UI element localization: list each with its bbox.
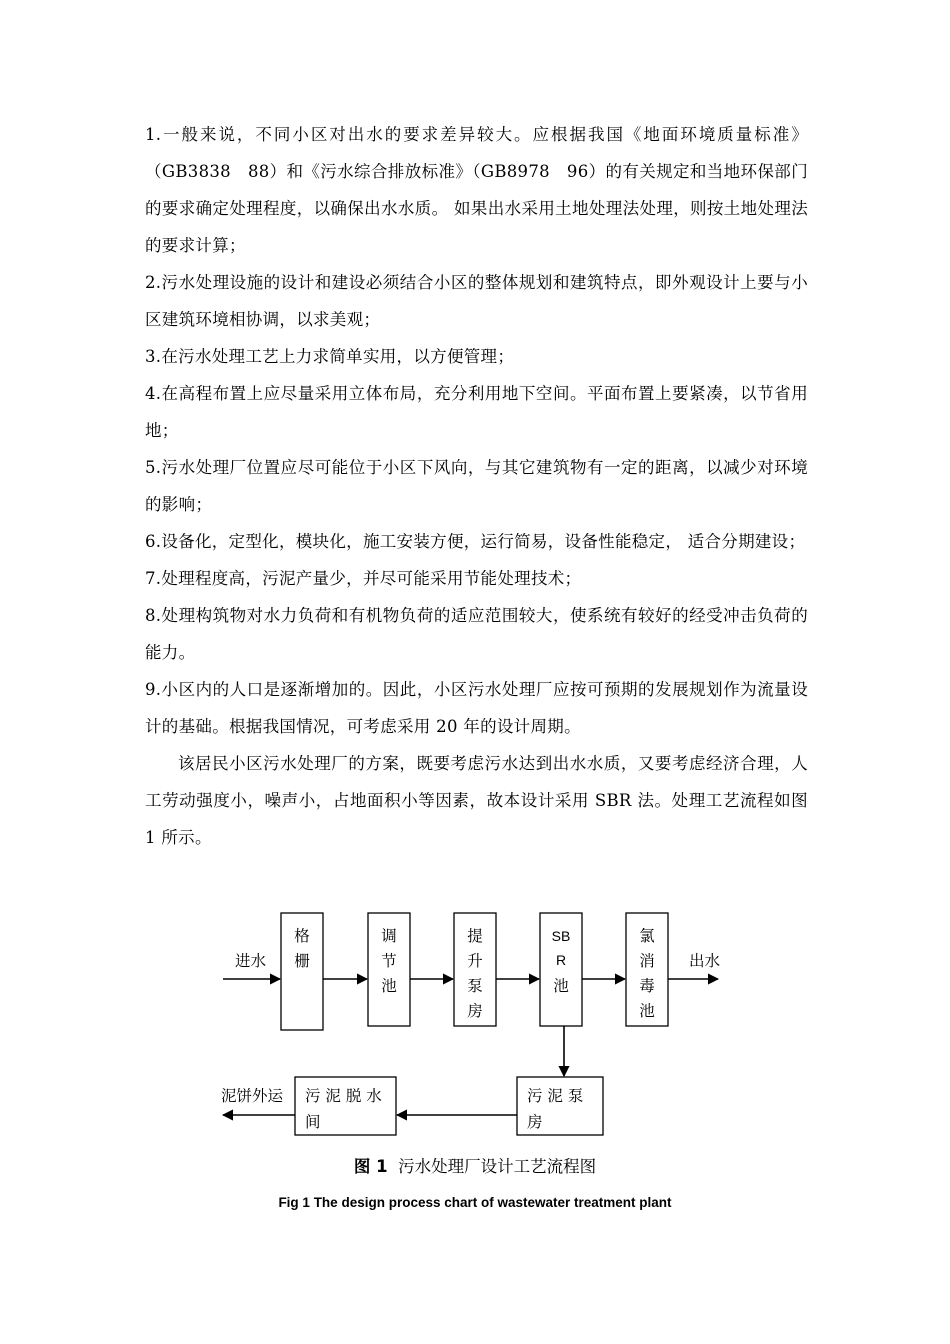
equalization-label-3: 池 <box>381 977 397 995</box>
paragraph-5: 5.污水处理厂位置应尽可能位于小区下风向，与其它建筑物有一定的距离，以减少对环境的影响； <box>145 458 808 514</box>
paragraph-3: 3.在污水处理工艺上力求简单实用，以方便管理； <box>145 347 515 366</box>
chlorine-label-1: 氯 <box>639 927 655 945</box>
equalization-label-2: 节 <box>381 952 397 970</box>
figure-caption-cn <box>0 1153 950 1177</box>
paragraph-summary: 该居民小区污水处理厂的方案，既要考虑污水达到出水水质，又要考虑经济合理，人工劳动强度小，噪声小，占地面积小等因素，故本设计采用 SBR 法。处理工艺流程如图 1 所示。 <box>145 754 808 847</box>
paragraph-2: 2.污水处理设施的设计和建设必须结合小区的整体规划和建筑特点，即外观设计上要与小区建筑环境相协调，以求美观； <box>145 273 808 329</box>
dewatering-label-1: 污 泥 脱 水 <box>305 1087 382 1105</box>
lift-pump-label-1: 提 <box>467 927 483 945</box>
figure-caption-en: Fig 1 The design process chart of wastewater treatment plant <box>278 1195 672 1210</box>
paragraph-4: 4.在高程布置上应尽量采用立体布局，充分利用地下空间。平面布置上要紧凑，以节省用地； <box>145 384 808 440</box>
outlet-label: 出水 <box>689 952 721 970</box>
paragraph-9: 9.小区内的人口是逐渐增加的。因此，小区污水处理厂应按可预期的发展规划作为流量设计的基础。根据我国情况，可考虑采用 20 年的设计周期。 <box>145 680 808 736</box>
paragraph-7: 7.处理程度高，污泥产量少，并尽可能采用节能处理技术； <box>145 569 582 588</box>
sludge-pump-label-2: 房 <box>527 1113 543 1131</box>
chlorine-label-3: 毒 <box>639 977 655 995</box>
sbr-label-3: 池 <box>553 977 569 995</box>
equalization-label-1: 调 <box>381 927 397 945</box>
screen-label-2: 栅 <box>294 952 310 970</box>
paragraph-8: 8.处理构筑物对水力负荷和有机物负荷的适应范围较大，使系统有较好的经受冲击负荷的能力。 <box>145 606 808 662</box>
lift-pump-label-4: 房 <box>467 1002 483 1020</box>
chlorine-label-4: 池 <box>639 1002 655 1020</box>
paragraph-6: 6.设备化，定型化，模块化，施工安装方便，运行简易，设备性能稳定， 适合分期建设； <box>145 532 806 551</box>
lift-pump-label-3: 泵 <box>467 977 483 995</box>
paragraph-1: 1.一般来说，不同小区对出水的要求差异较大。应根据我国《地面环境质量标准》（GB3838 88）和《污水综合排放标准》（GB8978 96）的有关规定和当地环保部门的要求确定处理程度，以确保出水水质。 如果出水采用土地处理法处理，则按土地处理法的要求计算； <box>145 125 808 255</box>
dewatering-label-2: 间 <box>305 1113 321 1131</box>
inlet-label: 进水 <box>235 952 267 970</box>
cake-out-label: 泥饼外运 <box>221 1087 284 1105</box>
screen-label-1: 格 <box>294 927 310 945</box>
figure-title-cn: 污水处理厂设计工艺流程图 <box>398 1157 597 1176</box>
sbr-label-1: SB <box>551 928 571 944</box>
process-flow-diagram <box>215 908 735 1143</box>
body-text <box>145 116 808 856</box>
sludge-pump-label-1: 污 泥 泵 <box>527 1087 584 1105</box>
sbr-label-2: R <box>555 952 567 968</box>
chlorine-label-2: 消 <box>639 952 655 970</box>
lift-pump-label-2: 升 <box>467 952 483 970</box>
figure-number: 图 1 <box>353 1157 388 1176</box>
